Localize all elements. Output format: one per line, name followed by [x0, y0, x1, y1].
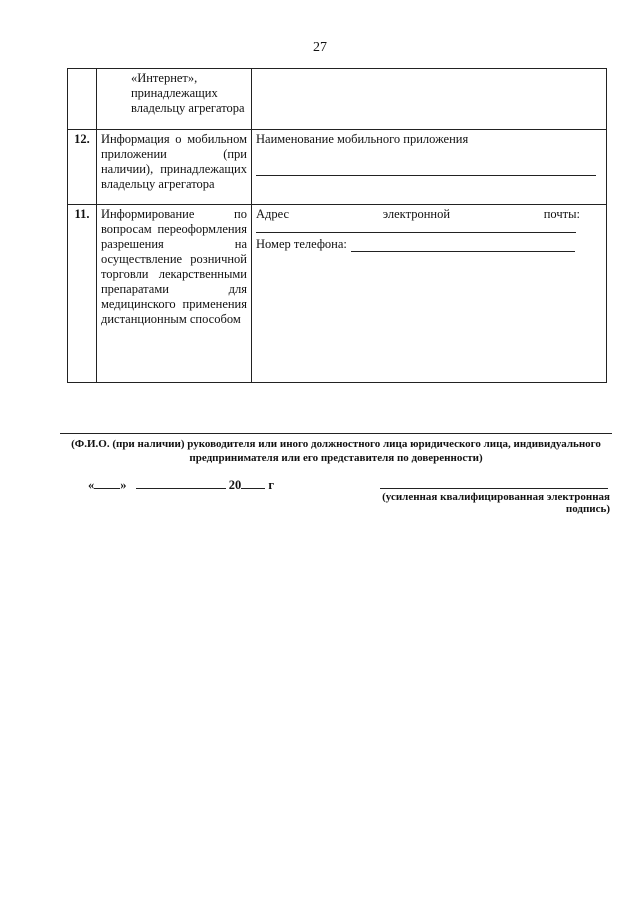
row-description: Информирование по вопросам переоформления разрешения на осуществление розничной торговли лекарственными препаратами для медицинского применения дистанционным способом	[96, 205, 251, 383]
signatory-caption-line: (Ф.И.О. (при наличии) руководителя или иного должностного лица юридического лица, индивидуального	[71, 438, 601, 450]
mobile-app-name-label: Наименование мобильного приложения	[256, 132, 469, 146]
date-year-field[interactable]	[241, 477, 265, 489]
mobile-app-name-field[interactable]	[256, 161, 596, 176]
email-field[interactable]	[256, 222, 576, 233]
table-row	[68, 69, 607, 130]
esign-caption: (усиленная квалифицированная электронная подпись)	[382, 491, 610, 515]
description-line: «Интернет»,	[130, 71, 198, 85]
date-year-suffix: г	[268, 478, 275, 492]
page-number: 27	[313, 40, 327, 55]
date-year-prefix: 20	[228, 478, 242, 492]
row-description	[96, 69, 251, 130]
date-close-quote: »	[120, 478, 127, 492]
signatory-caption-line: предпринимателя или его представителя по доверенности)	[189, 452, 483, 464]
row-value	[252, 69, 607, 130]
table-row	[68, 130, 607, 205]
phone-row	[256, 237, 602, 252]
phone-label: Номер телефона:	[256, 237, 347, 251]
row-number: 11.	[68, 205, 97, 383]
description-line: принадлежащих	[130, 86, 218, 100]
email-label-row	[256, 207, 580, 222]
esign-line[interactable]	[380, 488, 608, 489]
form-table	[67, 68, 607, 383]
row-number	[68, 69, 97, 130]
row-value	[252, 130, 607, 205]
date-open-quote: «	[88, 478, 95, 492]
row-value	[252, 205, 607, 383]
email-word: Адрес	[256, 207, 290, 221]
row-number: 12.	[68, 130, 97, 205]
table-row	[68, 205, 607, 383]
signatory-name-line[interactable]	[60, 433, 612, 434]
signatory-caption	[60, 437, 612, 465]
email-word: почты:	[543, 207, 580, 221]
email-word: электронной	[382, 207, 451, 221]
date-month-field[interactable]	[136, 477, 226, 489]
date-row	[88, 477, 274, 493]
description-line: владельцу агрегатора	[130, 101, 245, 115]
phone-field[interactable]	[351, 239, 575, 252]
date-day-field[interactable]	[94, 477, 120, 489]
row-description: Информация о мобильном приложении (при наличии), принадлежащих владельцу агрегатора	[96, 130, 251, 205]
